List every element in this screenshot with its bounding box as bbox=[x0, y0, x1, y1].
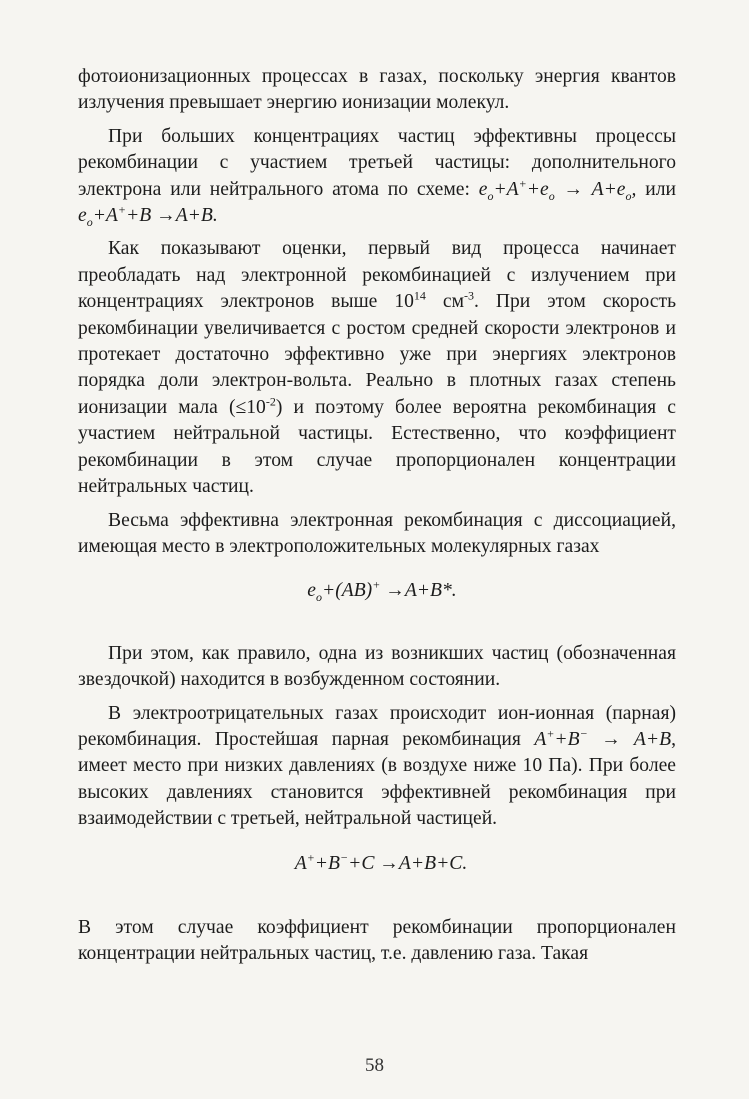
paragraph-7 bbox=[78, 915, 676, 968]
recombination-scheme-1: $e_o+A^++e_o \to A+e_o$, bbox=[478, 176, 637, 203]
paragraph-2-text: При больших концентрациях частиц эффективны процессы рекомбинации с участием третьей частицы: дополнительного электрона или нейтрального атома по схеме: bbox=[78, 125, 676, 200]
dissociation-formula: $e_o+(AB)^+ \to A+B*$. bbox=[307, 577, 457, 605]
page-number: 58 bbox=[365, 1055, 384, 1076]
three-body-formula: A++B−+C →A+B+C. bbox=[294, 850, 468, 874]
paragraph-5-text: При этом, как правило, одна из возникших частиц (обозначенная звездочкой) находится в возбужденном состоянии. bbox=[78, 642, 676, 691]
paragraph-3: Как показывают оценки, первый вид процесса начинает преобладать над электронной рекомбинацией с излучением при концентрациях электронов выше $10^{14}$ $см^{-3}$. При этом скорость рекомбинации увеличивается с ростом средней скорости электронов и протекает достаточно эффективно уже при энергиях электронов порядка доли электрон-вольта. Реально в плотных газах степень ионизации мала $(\le 10^{-2})$ и поэтому более вероятна рекомбинация с участием нейтральной частицы. Естественно, что коэффициент рекомбинации в этом случае пропорционален концентрации нейтральных частиц. bbox=[78, 238, 677, 498]
pair-recombination-formula: A++B− → A+B bbox=[534, 726, 672, 750]
paragraph-5 bbox=[78, 641, 676, 694]
paragraph-2 bbox=[78, 124, 676, 230]
page-body bbox=[78, 64, 676, 975]
paragraph-1 bbox=[78, 64, 676, 117]
paragraph-2-or: или bbox=[645, 178, 676, 200]
paragraph-4-text: Весьма эффективна электронная рекомбинация с диссоциацией, имеющая место в электроположительных молекулярных газах bbox=[78, 509, 676, 557]
recombination-scheme-2: $e_o+A^++B \to A+B$. bbox=[78, 202, 218, 229]
paragraph-6: В электроотрицательных газах происходит ион-ионная (парная) рекомбинация. Простейшая парная рекомбинация A++B− → A+B, имеет место при низких давлениях (в воздухе ниже 10 Па). При более высоких давлениях становится эффективней рекомбинация при взаимодействии с третьей, нейтральной частицей. bbox=[78, 702, 676, 830]
paragraph-7-text: В этом случае коэффициент рекомбинации пропорционален концентрации нейтральных частиц, т.е. давлению газа. Такая bbox=[78, 916, 676, 965]
paragraph-1-text: фотоионизационных процессах в газах, поскольку энергия квантов излучения превышает энергию ионизации молекул. bbox=[78, 66, 676, 114]
paragraph-4 bbox=[78, 508, 676, 561]
